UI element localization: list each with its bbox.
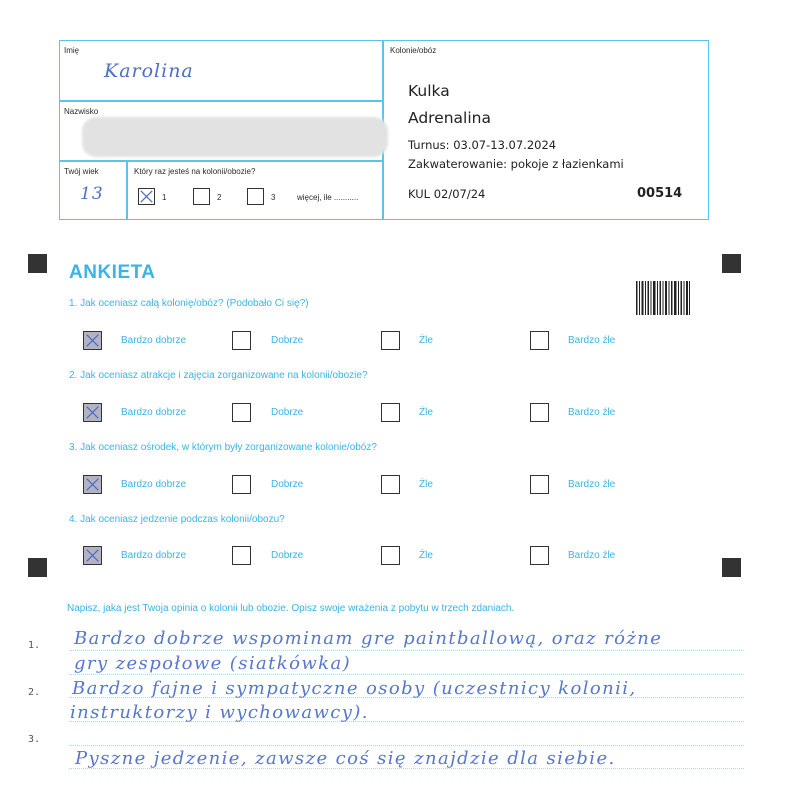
q1-option-dobrze[interactable] [232,331,251,350]
times-checkbox-3[interactable] [247,188,264,205]
q2-label-bardzo-dobrze: Bardzo dobrze [121,407,187,418]
times-option-1: 1 [162,193,167,202]
camp-label: Kolonie/obóz [390,46,437,55]
survey-title: ANKIETA [69,262,156,283]
question-3-text: 3. Jak oceniasz ośrodek, w którym były zorganizowane kolonie/obóz? [69,442,377,453]
times-option-2: 2 [217,193,222,202]
q4-label-bardzo-dobrze: Bardzo dobrze [121,550,187,561]
q1-option-bardzo-zle[interactable] [530,331,549,350]
header-row-divider-1 [59,100,383,102]
registration-marker-top-left [28,254,47,273]
q1-option-zle[interactable] [381,331,400,350]
name-value[interactable]: Karolina [104,60,194,82]
line-number-3: 3. [28,734,41,745]
name-label: Imię [64,46,80,55]
writing-line [69,745,744,746]
times-checkbox-2[interactable] [193,188,210,205]
accommodation-text: Zakwaterowanie: pokoje z łazienkami [408,157,624,171]
registration-marker-bottom-left [28,558,47,577]
q4-option-zle[interactable] [381,546,400,565]
q1-label-zle: Źle [419,335,433,346]
times-more: więcej, ile ........... [297,193,359,202]
q4-label-zle: Źle [419,550,433,561]
q3-option-bardzo-zle[interactable] [530,475,549,494]
x-mark-icon [139,189,154,204]
x-mark-icon [84,547,101,564]
line-number-1: 1. [28,640,41,651]
q1-label-bardzo-zle: Bardzo źle [568,335,616,346]
q2-label-bardzo-zle: Bardzo źle [568,407,616,418]
q3-option-dobrze[interactable] [232,475,251,494]
x-mark-icon [84,476,101,493]
q4-label-dobrze: Dobrze [271,550,304,561]
surname-redaction [82,117,388,157]
age-divider [126,160,128,220]
writing-line [69,674,744,675]
q1-label-bardzo-dobrze: Bardzo dobrze [121,335,187,346]
handwritten-line-2[interactable]: gry zespołowe (siatkówka) [74,653,351,674]
question-1-text: 1. Jak oceniasz całą kolonię/obóz? (Podobało Ci się?) [69,298,309,309]
age-label: Twój wiek [64,167,99,176]
q2-label-zle: Źle [419,407,433,418]
camp-code: KUL 02/07/24 [408,187,486,201]
age-value[interactable]: 13 [80,184,104,204]
times-checkbox-1[interactable] [138,188,155,205]
q3-option-zle[interactable] [381,475,400,494]
times-option-3: 3 [271,193,276,202]
q3-label-bardzo-dobrze: Bardzo dobrze [121,479,187,490]
q3-label-dobrze: Dobrze [271,479,304,490]
q4-option-bardzo-dobrze[interactable] [83,546,102,565]
turnus-text: Turnus: 03.07-13.07.2024 [408,138,557,152]
x-mark-icon [84,332,101,349]
q2-option-dobrze[interactable] [232,403,251,422]
camp-name-1: Kulka [408,82,450,100]
form-number: 00514 [637,186,683,201]
barcode-icon [636,281,690,315]
surname-label: Nazwisko [64,107,99,116]
q2-option-zle[interactable] [381,403,400,422]
header-row-divider-2 [59,160,383,162]
question-2-text: 2. Jak oceniasz atrakcje i zajęcia zorganizowane na kolonii/obozie? [69,370,368,381]
q3-label-bardzo-zle: Bardzo źle [568,479,616,490]
line-number-2: 2. [28,687,41,698]
times-label: Który raz jesteś na kolonii/obozie? [134,167,256,176]
handwritten-line-4[interactable]: instruktorzy i wychowawcy). [70,702,369,723]
question-4-text: 4. Jak oceniasz jedzenie podczas kolonii/obozu? [69,514,285,525]
registration-marker-bottom-right [722,558,741,577]
x-mark-icon [84,404,101,421]
registration-marker-top-right [722,254,741,273]
q4-option-bardzo-zle[interactable] [530,546,549,565]
q1-label-dobrze: Dobrze [271,335,304,346]
q4-label-bardzo-zle: Bardzo źle [568,550,616,561]
q1-option-bardzo-dobrze[interactable] [83,331,102,350]
handwritten-line-3[interactable]: Bardzo fajne i sympatyczne osoby (uczestnicy kolonii, [72,678,637,699]
handwritten-line-5[interactable]: Pyszne jedzenie, zawsze coś się znajdzie dla siebie. [75,748,616,769]
q3-option-bardzo-dobrze[interactable] [83,475,102,494]
writing-line [69,650,744,651]
q4-option-dobrze[interactable] [232,546,251,565]
handwritten-line-1[interactable]: Bardzo dobrze wspominam gre paintballową, oraz różne [74,628,663,649]
q3-label-zle: Źle [419,479,433,490]
q2-option-bardzo-dobrze[interactable] [83,403,102,422]
camp-name-2: Adrenalina [408,109,491,127]
q2-label-dobrze: Dobrze [271,407,304,418]
opinion-prompt: Napisz, jaka jest Twoja opinia o kolonii lub obozie. Opisz swoje wrażenia z pobytu w trzech zdaniach. [67,603,515,614]
q2-option-bardzo-zle[interactable] [530,403,549,422]
